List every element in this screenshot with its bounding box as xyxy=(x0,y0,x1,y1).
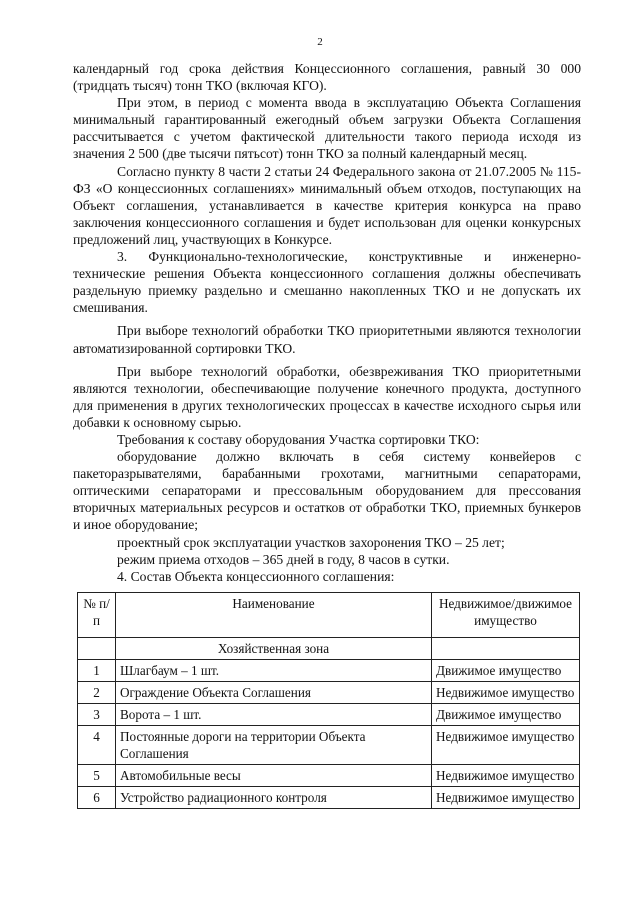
paragraph: оборудование должно включать в себя систему конвейеров с пакеторазрывателями, барабанными грохотами, магнитными сепараторами, оптическими сепараторами и прессовальным оборудованием для прессования вторичных материальных ресурсов и остатков от обработки ТКО, приемных бункеров и иное оборудование; xyxy=(73,449,581,533)
paragraph: Требования к составу оборудования Участка сортировки ТКО: xyxy=(117,431,480,447)
zone-row xyxy=(78,638,580,660)
paragraph: режим приема отходов – 365 дней в году, 8 часов в сутки. xyxy=(117,551,450,567)
row-type: Недвижимое имущество xyxy=(432,765,580,787)
table-header-row xyxy=(78,593,580,638)
paragraph: 3. Функционально-технологические, конструктивные и инженерно-технические решения Объекта концессионного соглашения должны обеспечивать раздельную приемку раздельно и смешанно накопленных ТКО и не допускать их смешивания. xyxy=(73,249,581,316)
paragraph: Согласно пункту 8 части 2 статьи 24 Федерального закона от 21.07.2005 № 115-ФЗ «О концессионных соглашениях» минимальный объем отходов, поступающих на Объект соглашения, устанавливается в качестве критерия конкурса на право заключения концессионного соглашения и будет использован для оценки конкурсных предложений лиц, участвующих в Конкурсе. xyxy=(73,163,581,247)
row-type: Недвижимое имущество xyxy=(432,682,580,704)
row-number: 1 xyxy=(78,660,116,682)
row-name: Постоянные дороги на территории Объекта Соглашения xyxy=(116,726,432,765)
composition-table xyxy=(77,592,580,809)
row-name: Ограждение Объекта Соглашения xyxy=(116,682,432,704)
paragraph: календарный год срока действия Концессионного соглашения, равный 30 000 (тридцать тысяч) тонн ТКО (включая КГО). xyxy=(73,61,581,94)
paragraph: 4. Состав Объекта концессионного соглашения: xyxy=(117,568,395,584)
row-name: Устройство радиационного контроля xyxy=(116,787,432,809)
document-body xyxy=(73,60,581,585)
row-number: 4 xyxy=(78,726,116,765)
header-number: № п/п xyxy=(78,593,116,638)
header-name: Наименование xyxy=(116,593,432,638)
header-property-type: Недвижимое/движимое имущество xyxy=(432,593,580,638)
paragraph: При выборе технологий обработки ТКО приоритетными являются технологии автоматизированной сортировки ТКО. xyxy=(73,323,581,356)
paragraph: проектный срок эксплуатации участков захоронения ТКО – 25 лет; xyxy=(117,534,505,550)
row-name: Автомобильные весы xyxy=(116,765,432,787)
table-row xyxy=(78,704,580,726)
table-row xyxy=(78,787,580,809)
row-number: 5 xyxy=(78,765,116,787)
row-type: Движимое имущество xyxy=(432,704,580,726)
table-row xyxy=(78,660,580,682)
paragraph: При этом, в период с момента ввода в эксплуатацию Объекта Соглашения минимальный гарантированный ежегодный объем загрузки Объекта Соглашения рассчитывается с учетом фактической длительности такого периода исходя из значения 2 500 (две тысячи пятьсот) тонн ТКО за полный календарный месяц. xyxy=(73,95,581,162)
row-name: Шлагбаум – 1 шт. xyxy=(116,660,432,682)
paragraph: При выборе технологий обработки, обезвреживания ТКО приоритетными являются технологии, обеспечивающие получение конечного продукта, доступного для применения в других технологических процессах в качестве исходного сырья или добавки к основному сырью. xyxy=(73,363,581,430)
row-number: 6 xyxy=(78,787,116,809)
table-row xyxy=(78,682,580,704)
page-number: 2 xyxy=(317,36,323,48)
zone-empty-cell xyxy=(432,638,580,660)
row-name: Ворота – 1 шт. xyxy=(116,704,432,726)
zone-empty-cell xyxy=(78,638,116,660)
table-row xyxy=(78,726,580,765)
row-number: 3 xyxy=(78,704,116,726)
row-type: Недвижимое имущество xyxy=(432,726,580,765)
row-type: Недвижимое имущество xyxy=(432,787,580,809)
table-row xyxy=(78,765,580,787)
row-type: Движимое имущество xyxy=(432,660,580,682)
zone-title: Хозяйственная зона xyxy=(116,638,432,660)
row-number: 2 xyxy=(78,682,116,704)
